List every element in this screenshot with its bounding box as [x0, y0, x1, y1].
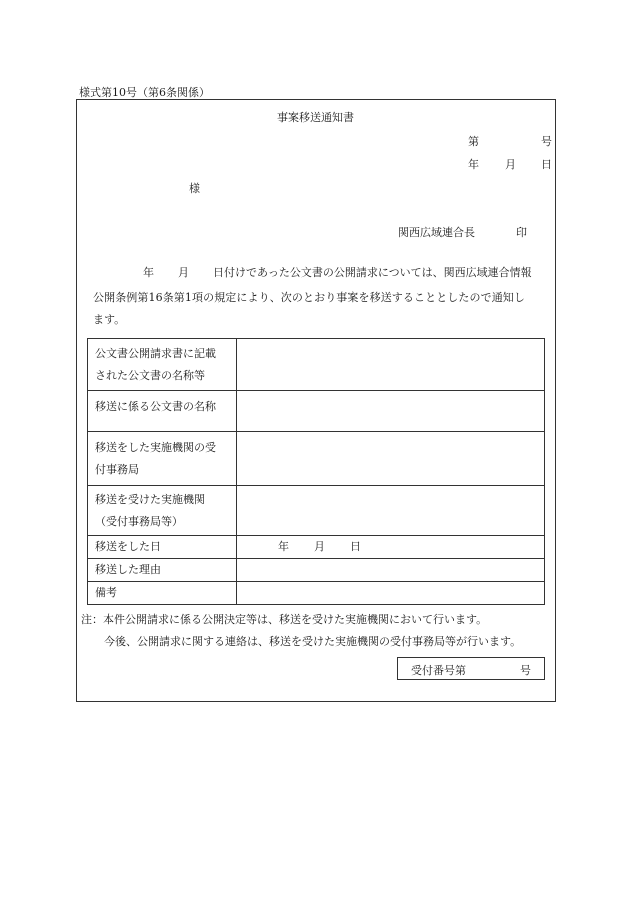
row-label: 移送をした実施機関の受 付事務局 — [88, 432, 237, 486]
date-day: 日 — [541, 158, 552, 171]
body-line-1-text: 日付けであった公文書の公開請求については、関西広域連合情報 — [213, 266, 532, 279]
sender-name: 関西広域連合長 — [398, 226, 475, 239]
row-value — [237, 582, 545, 605]
body-month: 月 — [178, 266, 189, 279]
row-value — [237, 486, 545, 536]
receipt-number-box — [397, 657, 545, 680]
doc-number-suffix: 号 — [541, 135, 552, 148]
table-row — [88, 559, 545, 582]
transfer-date-year: 年 — [278, 540, 289, 553]
receipt-label: 受付番号第 — [411, 664, 466, 677]
row-label: 公文書公開請求書に記載 された公文書の名称等 — [88, 339, 237, 391]
row-label: 移送した理由 — [88, 559, 237, 582]
row-label: 移送を受けた実施機関 （受付事務局等） — [88, 486, 237, 536]
note-1: 注：本件公開請求に係る公開決定等は、移送を受けた実施機関において行います。 — [81, 613, 488, 626]
doc-number-prefix: 第 — [468, 135, 479, 148]
body-year: 年 — [143, 266, 154, 279]
transfer-date-day: 日 — [350, 540, 361, 553]
table-row — [88, 582, 545, 605]
addressee-suffix: 様 — [189, 182, 200, 195]
seal-mark: 印 — [516, 226, 527, 239]
row-value — [237, 391, 545, 432]
row-value — [237, 432, 545, 486]
note-2: 今後、公開請求に関する連絡は、移送を受けた実施機関の受付事務局等が行います。 — [104, 635, 522, 648]
date-month: 月 — [505, 158, 516, 171]
receipt-suffix: 号 — [520, 664, 531, 677]
body-line-3: ます。 — [93, 313, 126, 326]
row-label: 移送をした日 — [88, 536, 237, 559]
table-row — [88, 486, 545, 536]
row-value — [237, 559, 545, 582]
table-row — [88, 432, 545, 486]
row-value — [237, 339, 545, 391]
row-label: 移送に係る公文書の名称 — [88, 391, 237, 432]
table-row — [88, 536, 545, 559]
transfer-date-value — [237, 536, 545, 559]
body-line-2: 公開条例第16条第1項の規定により、次のとおり事案を移送することとしたので通知し — [93, 291, 525, 304]
date-year: 年 — [468, 158, 479, 171]
table-row — [88, 339, 545, 391]
document-title: 事案移送通知書 — [277, 111, 354, 124]
form-number: 様式第10号（第6条関係） — [79, 86, 210, 99]
details-table — [87, 338, 545, 605]
table-row — [88, 391, 545, 432]
row-label: 備考 — [88, 582, 237, 605]
transfer-date-month: 月 — [314, 540, 325, 553]
